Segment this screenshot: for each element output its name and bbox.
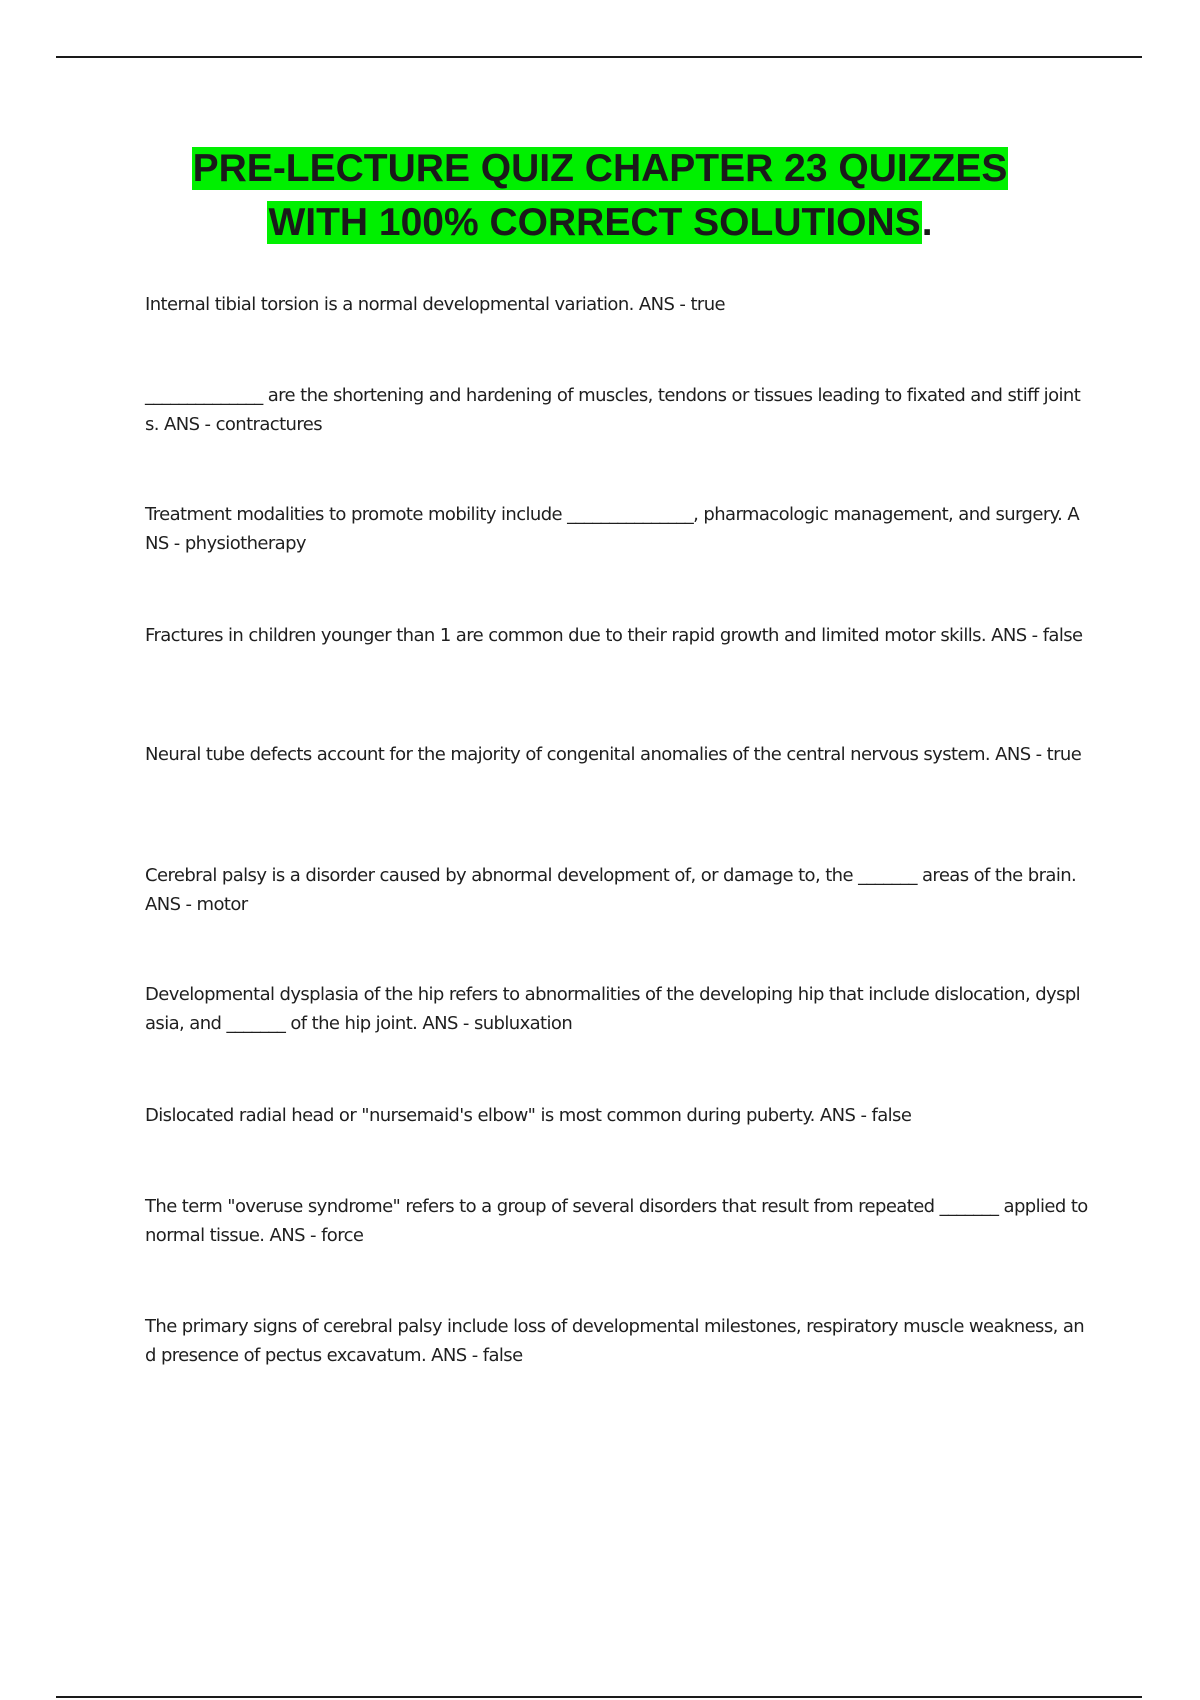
title-line-2 <box>0 196 1200 250</box>
question-item-8: Dislocated radial head or "nursemaid's elbow" is most common during puberty. ANS - false <box>145 1105 912 1126</box>
header-rule <box>56 56 1142 58</box>
question-item-3: Treatment modalities to promote mobility include _______________, pharmacologic management, and surgery. ANS - physiotherapy <box>145 504 1080 554</box>
question-item-9: The term "overuse syndrome" refers to a group of several disorders that result from repeated _______ applied to normal tissue. ANS - force <box>145 1196 1088 1246</box>
question-item-4: Fractures in children younger than 1 are common due to their rapid growth and limited motor skills. ANS - false <box>145 625 1083 646</box>
title-period: . <box>921 201 933 244</box>
title-highlight-2: WITH 100% CORRECT SOLUTIONS <box>268 201 921 244</box>
title-line-1 <box>0 142 1200 196</box>
question-item-7: Developmental dysplasia of the hip refers to abnormalities of the developing hip that include dislocation, dysplasia, and _______ of the hip joint. ANS - subluxation <box>145 984 1081 1034</box>
footer-rule <box>56 1696 1142 1698</box>
title-highlight-1: PRE-LECTURE QUIZ CHAPTER 23 QUIZZES <box>192 147 1008 190</box>
question-item-10: The primary signs of cerebral palsy include loss of developmental milestones, respiratory muscle weakness, and presence of pectus excavatum. ANS - false <box>145 1316 1085 1366</box>
question-item-2: ______________ are the shortening and hardening of muscles, tendons or tissues leading to fixated and stiff joints. ANS - contractures <box>145 385 1081 435</box>
question-item-5: Neural tube defects account for the majority of congenital anomalies of the central nervous system. ANS - true <box>145 744 1082 765</box>
question-item-6: Cerebral palsy is a disorder caused by abnormal development of, or damage to, the _______ areas of the brain. ANS - motor <box>145 865 1077 915</box>
page-title <box>0 142 1200 250</box>
question-item-1: Internal tibial torsion is a normal developmental variation. ANS - true <box>145 294 725 315</box>
